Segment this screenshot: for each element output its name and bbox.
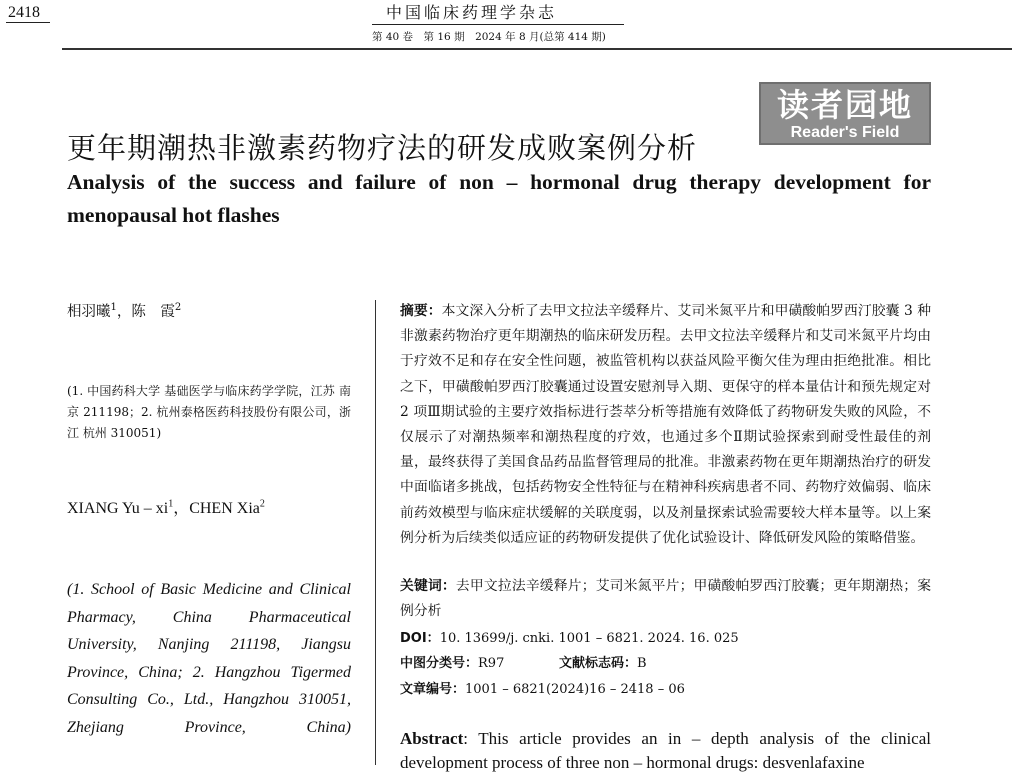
article-title-en: Analysis of the success and failure of non – hormonal drug therapy development for menopausal hot flashes: [67, 170, 931, 227]
badge-label-en: Reader's Field: [790, 124, 900, 141]
clc-value: R97: [478, 656, 505, 671]
doc-code-label: 文献标志码：: [559, 656, 638, 671]
abstract-en-text: : This article provides an in – depth analysis of the clinical development process of three non – hormonal drugs: desvenlafaxine: [400, 729, 931, 772]
header-divider-journal: [372, 24, 624, 25]
doi-value: 10. 13699/j. cnki. 1001 – 6821. 2024. 16. 025: [439, 631, 739, 646]
author-1-en: XIANG Yu – xi: [67, 500, 169, 517]
author-separator-en: ，: [173, 500, 190, 517]
article-number-label: 文章编号：: [400, 682, 466, 697]
affiliations-zh: (1. 中国药科大学 基础医学与临床药学学院，江苏 南京 211198；2. 杭州泰格医药科技股份有限公司，浙江 杭州 310051): [67, 384, 351, 440]
page-number: 2418: [8, 4, 40, 21]
authors-en: [67, 495, 265, 518]
doc-code-line: [559, 652, 647, 671]
keywords-label: 关键词：: [400, 578, 456, 594]
article-number-value: 1001 – 6821(2024)16 – 2418 – 06: [465, 682, 685, 697]
header-divider-full: [62, 48, 1012, 50]
author-2-en-affil-mark: 2: [259, 498, 265, 510]
article-title-zh: 更年期潮热非激素药物疗法的研发成败案例分析: [67, 131, 698, 165]
author-2-zh: 陈 霞: [131, 304, 175, 320]
author-separator-zh: ，: [116, 304, 132, 320]
abstract-zh: [400, 299, 931, 551]
issue-info: 第 40 卷 第 16 期 2024 年 8 月(总第 414 期): [372, 31, 606, 43]
doi-line: [400, 627, 739, 646]
affiliations-en: (1. School of Basic Medicine and Clinical Pharmacy, China Pharmaceutical University, Nanjing 211198, Jiangsu Province, China; 2. Hangzhou Tigermed Consulting Co., Ltd., Hangzhou 310051, Zhejiang Province, China): [67, 581, 351, 736]
readers-field-badge: [759, 82, 931, 145]
author-2-en: CHEN Xia: [189, 500, 260, 517]
header-divider-short: [6, 22, 50, 23]
clc-label: 中图分类号：: [400, 656, 479, 671]
abstract-en-label: Abstract: [400, 729, 464, 748]
author-1-zh-affil-mark: 1: [110, 302, 117, 314]
doc-code-value: B: [637, 656, 647, 671]
authors-zh: [67, 300, 181, 321]
doi-label: DOI：: [400, 631, 440, 646]
journal-name: 中国临床药理学杂志: [386, 3, 558, 22]
clc-line: [400, 652, 504, 671]
keywords: [400, 574, 931, 624]
badge-label-zh: 读者园地: [776, 86, 913, 124]
article-number-line: [400, 678, 685, 697]
abstract-zh-text: 本文深入分析了去甲文拉法辛缓释片、艾司米氮平片和甲磺酸帕罗西汀胶囊 3 种非激素药物治疗更年期潮热的临床研发历程。去甲文拉法辛缓释片和艾司米氮平片均由于疗效不足和存在安全性问题，被监管机构以获益风险平衡欠佳为理由拒绝批准。相比之下，甲磺酸帕罗西汀胶囊通过设置安慰剂导入期、更保守的样本量估计和预先规定对 2 项Ⅲ期试验的主要疗效指标进行荟萃分析等措施有效降低了药物研发失败的风险，不仅展示了对潮热频率和潮热程度的疗效，也通过多个Ⅱ期试验探索到耐受性最佳的剂量，最终获得了美国食品药品监督管理局的批准。非激素药物在更年期潮热治疗的研发中面临诸多挑战，包括药物安全性特征与在精神科疾病患者不同、药物疗效偏弱、临床前药效模型与临床症状缓解的关联度弱，以及剂量探索试验需要较大样本量等。以上案例分析为后续类似适应证的药物研发提供了优化试验设计、降低研发风险的策略借鉴。: [400, 303, 931, 546]
author-1-en-affil-mark: 1: [168, 498, 174, 510]
author-1-zh: 相羽曦: [67, 304, 111, 320]
column-divider: [375, 300, 376, 765]
author-2-zh-affil-mark: 2: [174, 302, 182, 314]
abstract-zh-label: 摘要：: [400, 303, 442, 319]
keywords-text: 去甲文拉法辛缓释片；艾司米氮平片；甲磺酸帕罗西汀胶囊；更年期潮热；案例分析: [400, 578, 932, 619]
abstract-en: [400, 727, 931, 775]
